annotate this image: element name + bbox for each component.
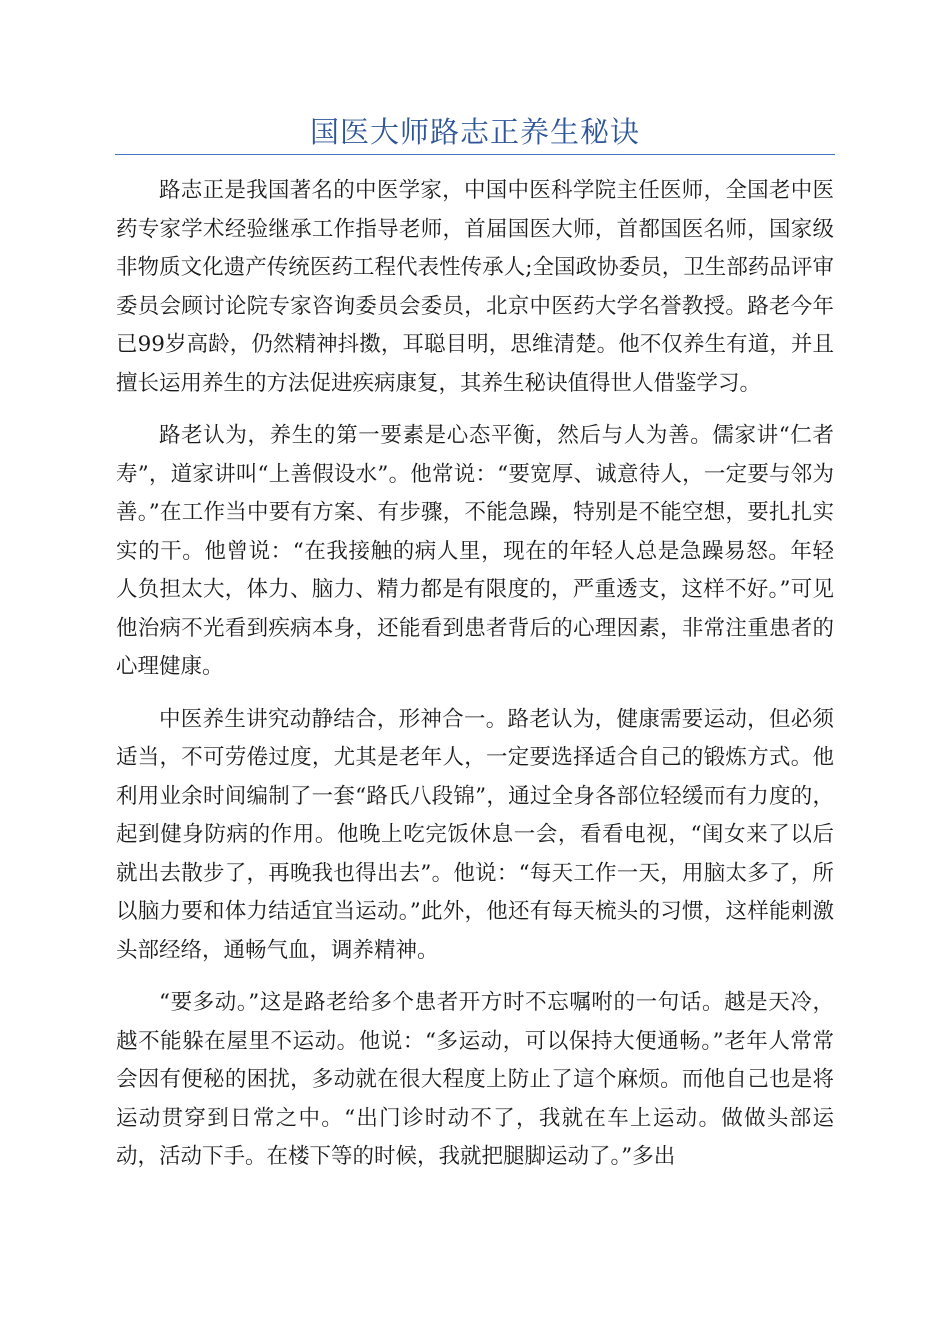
title-underline xyxy=(115,154,835,155)
paragraph-4: “要多动。”这是路老给多个患者开方时不忘嘱咐的一句话。越是天冷，越不能躲在屋里不运动。他说：“多运动，可以保持大便通畅。”老年人常常会因有便秘的困扰，多动就在很大程度上防止了這个麻烦。而他自己也是将运动贯穿到日常之中。“出门诊时动不了，我就在车上运动。做做头部运动，活动下手。在楼下等的时候，我就把腿脚运动了。”多出 xyxy=(116,990,834,1169)
document-title: 国医大师路志正养生秘诀 xyxy=(309,115,640,149)
paragraph-1: 路志正是我国著名的中医学家，中国中医科学院主任医师，全国老中医药专家学术经验继承工作指导老师，首届国医大师，首都国医名师，国家级非物质文化遗产传统医药工程代表性传承人;全国政协委员，卫生部药品评审委员会顾讨论院专家咨询委员会委员，北京中医药大学名誉教授。路老今年已99岁高龄，仍然精神抖擞，耳聪目明，思维清楚。他不仅养生有道，并且擅长运用养生的方法促进疾病康复，其养生秘诀值得世人借鉴学习。 xyxy=(116,178,834,396)
paragraph-3: 中医养生讲究动静结合，形神合一。路老认为，健康需要运动，但必须适当，不可劳倦过度，尤其是老年人，一定要选择适合自己的锻炼方式。他利用业余时间编制了一套“路氏八段锦”，通过全身各部位轻缓而有力度的，起到健身防病的作用。他晚上吃完饭休息一会，看看电视，“闺女来了以后就出去散步了，再晚我也得出去”。他说：“每天工作一天，用脑太多了，所以脑力要和体力结适宜当运动。”此外，他还有每天梳头的习惯，这样能刺激头部经络，通畅气血，调养精神。 xyxy=(116,706,834,963)
document-body xyxy=(116,172,834,1191)
paragraph-2: 路老认为，养生的第一要素是心态平衡，然后与人为善。儒家讲“仁者寿”，道家讲叫“上善假设水”。他常说：“要宽厚、诚意待人，一定要与邻为善。”在工作当中要有方案、有步骤，不能急躁，特别是不能空想，要扎扎实实的干。他曾说：“在我接触的病人里，现在的年轻人总是急躁易怒。年轻人负担太大，体力、脑力、精力都是有限度的，严重透支，这样不好。”可见他治病不光看到疾病本身，还能看到患者背后的心理因素，非常注重患者的心理健康。 xyxy=(116,423,834,679)
